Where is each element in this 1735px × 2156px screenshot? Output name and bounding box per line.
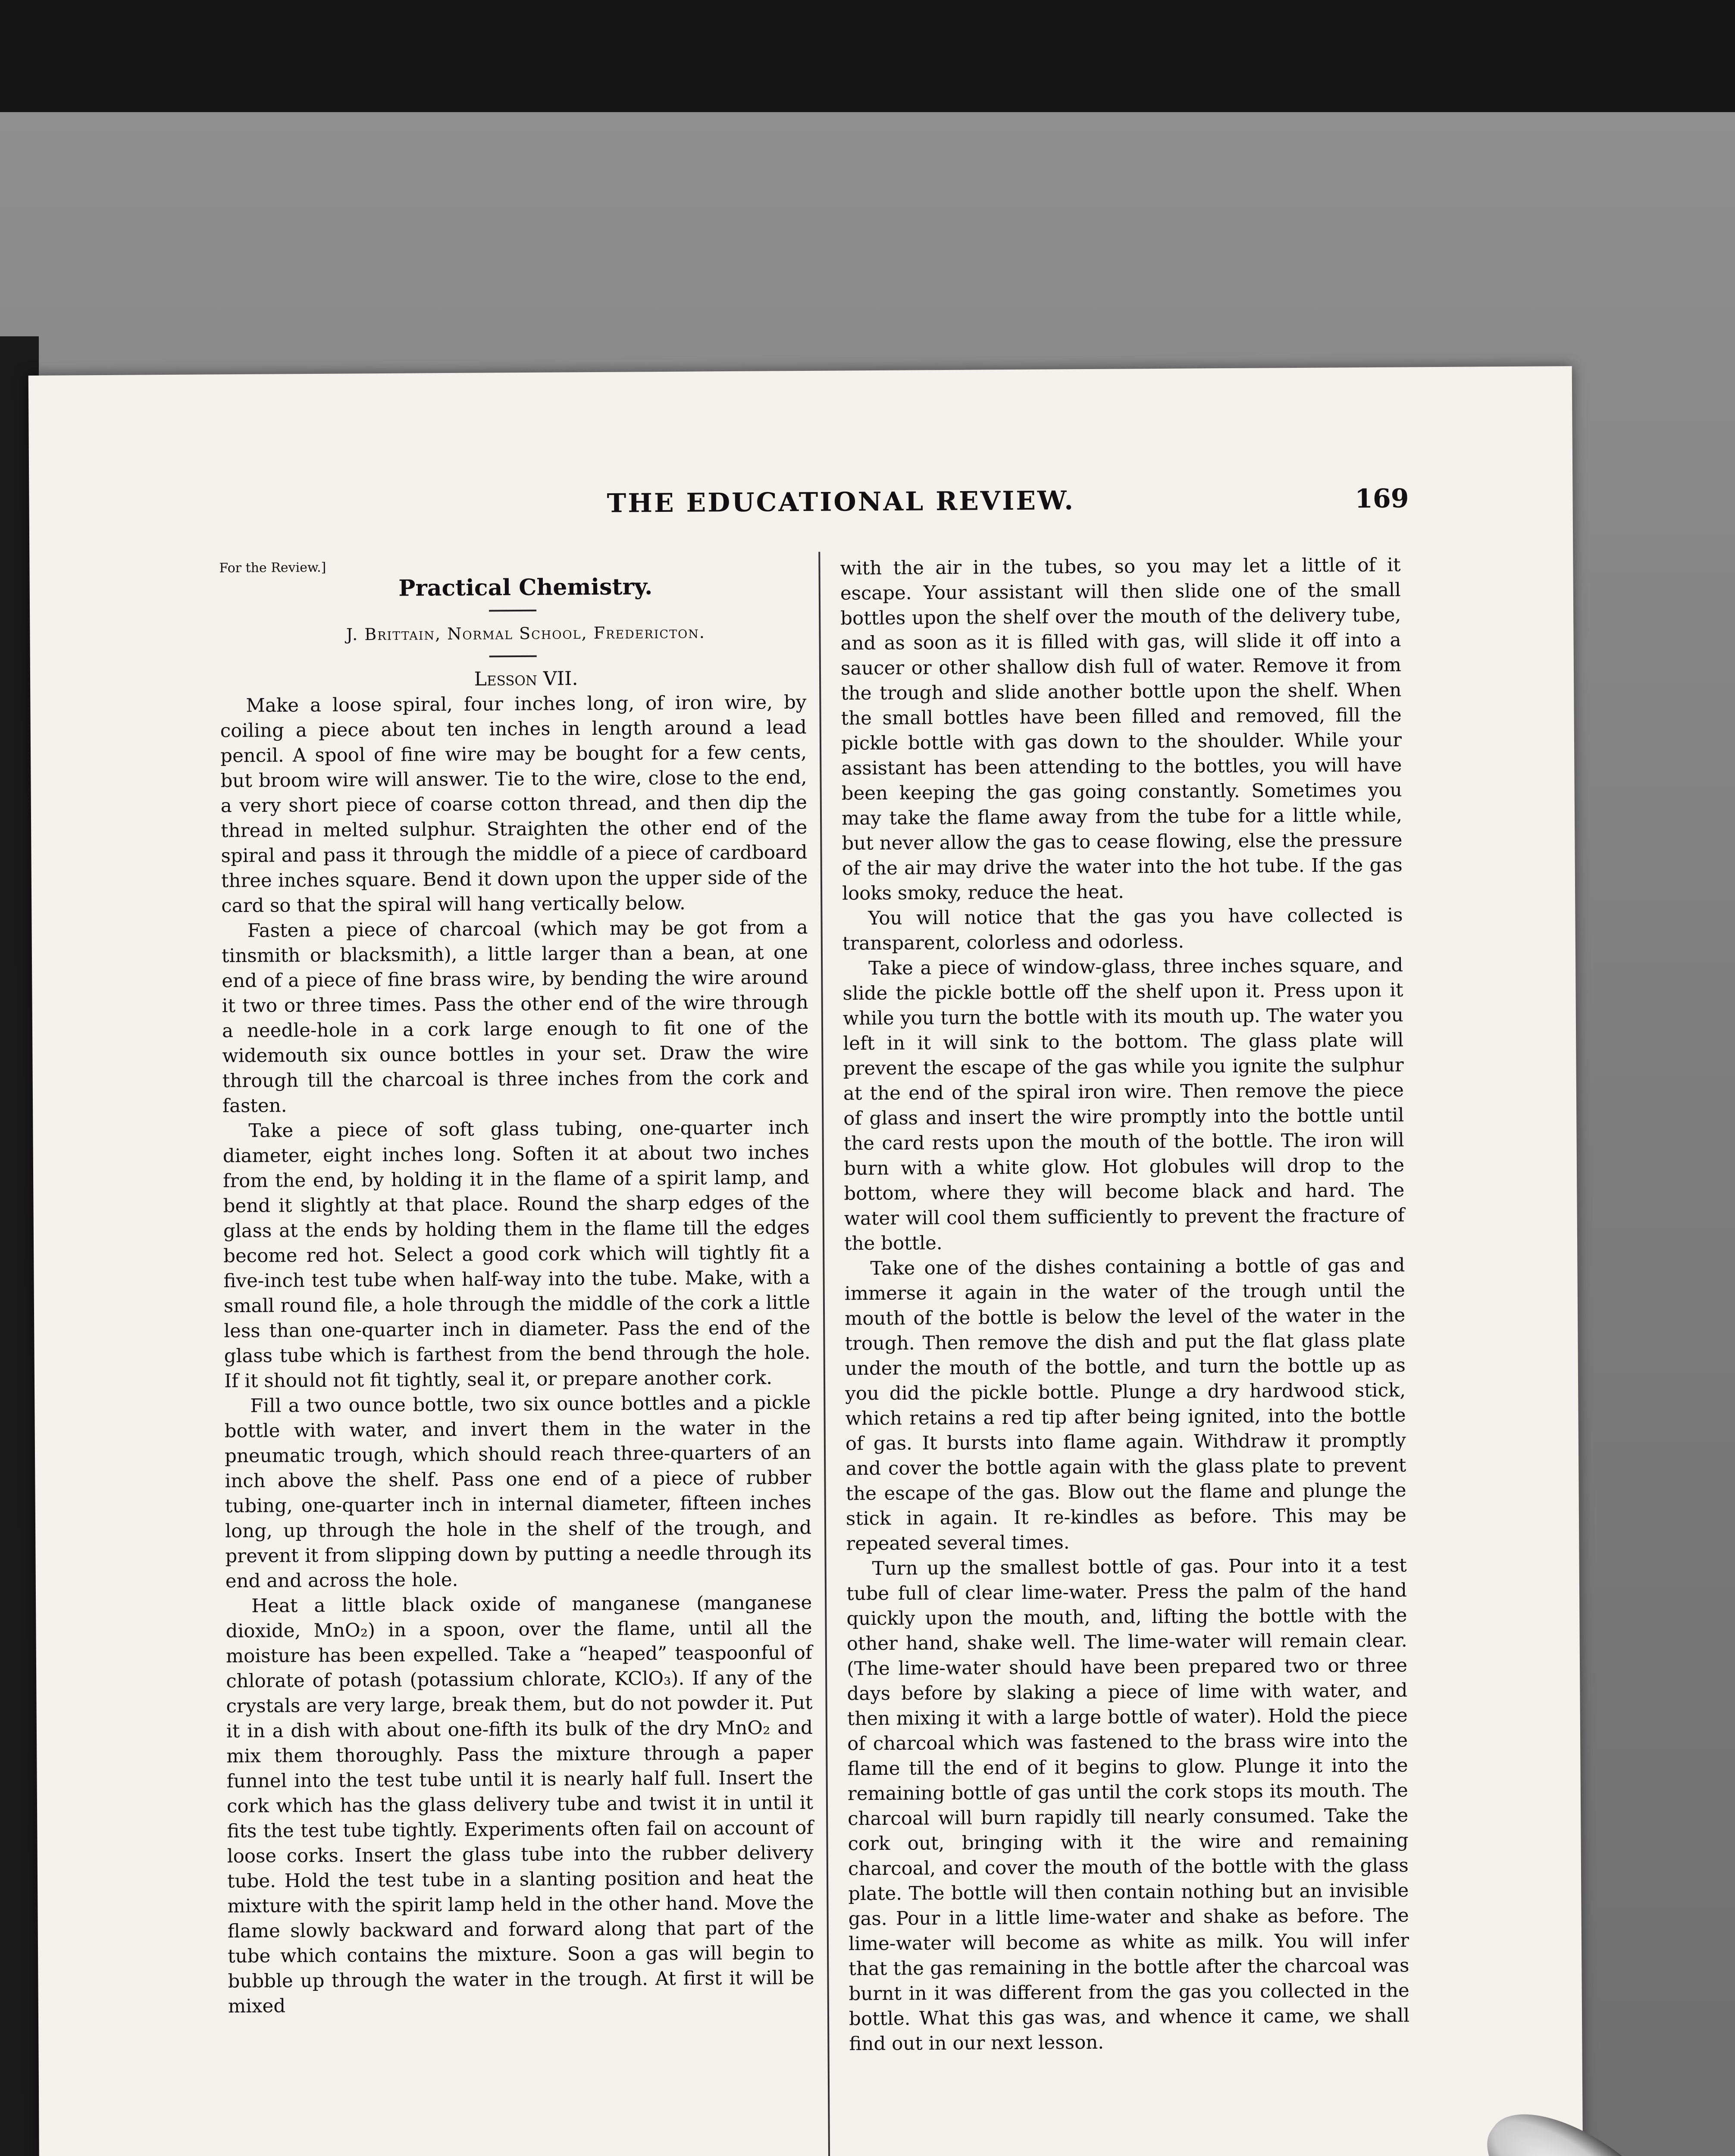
article-byline: J. Brittain, Normal School, Fredericton.: [346, 623, 706, 644]
right-column: [840, 553, 1409, 2057]
paragraph: Fasten a piece of charcoal (which may be got from a tinsmith or blacksmith), a little larger than a bean, at one end of a piece of fine brass wire, by bending the wire around it two or three times. Pass the other end of the wire through a needle-hole in a cork large enough to fit one of the widemouth six ounce bottles in your set. Draw the wire through till the charcoal is three inches from the cork and fasten.: [221, 916, 809, 1117]
lesson-heading: Lesson VII.: [474, 667, 578, 690]
article-title: Practical Chemistry.: [398, 573, 653, 602]
paragraph: Take one of the dishes containing a bottle of gas and immerse it again in the water of the trough until the mouth of the bottle is below the level of the water in the trough. Then remove the dish and put the flat glass plate under the mouth of the bottle, and turn the bottle up as you did the pickle bottle. Plunge a dry hardwood stick, which retains a red tip after being ignited, into the bottle of gas. It bursts into flame again. Withdraw it promptly and cover the bottle again with the glass plate to prevent the escape of the gas. Blow out the flame and plunge the stick in again. It re-kindles as before. This may be repeated several times.: [844, 1254, 1407, 1555]
paragraph: Fill a two ounce bottle, two six ounce bottles and a pickle bottle with water, and invert them in the water in the pneumatic trough, which should reach three-quarters of an inch above the shelf. Pass one end of a piece of rubber tubing, one-quarter inch in internal diameter, fifteen inches long, up through the hole in the shelf of the trough, and prevent it from slipping down by putting a needle through its end and across the hole.: [224, 1391, 812, 1592]
title-rule: [489, 610, 536, 612]
source-tag: For the Review.]: [219, 560, 326, 576]
paragraph: Take a piece of window-glass, three inches square, and slide the pickle bottle off the shelf upon it. Press upon it while you turn the bottle with its mouth up. The water you left in it will sink to the bottom. The glass plate will prevent the escape of the gas while you ignite the sulphur at the end of the spiral iron wire. Then remove the piece of glass and insert the wire promptly into the bottle until the card rests upon the mouth of the bottle. The iron will burn with a white glow. Hot globules will drop to the bottom, where they will become black and hard. The water will cool them sufficiently to prevent the fracture of the bottle.: [842, 954, 1405, 1255]
paragraph: Take a piece of soft glass tubing, one-quarter inch diameter, eight inches long. Soften it at about two inches from the end, by holding it in the flame of a spirit lamp, and bend it slightly at that place. Round the sharp edges of the glass at the ends by holding them in the flame till the edges become red hot. Select a good cork which will tightly fit a five-inch test tube when half-way into the tube. Make, with a small round file, a hole through the middle of the cork a little less than one-quarter inch in diameter. Pass the end of the glass tube which is farthest from the bend through the hole. If it should not fit tightly, seal it, or prepare another cork.: [222, 1116, 811, 1392]
scan-top-band: [0, 0, 1735, 121]
paragraph: Heat a little black oxide of manganese (manganese dioxide, MnO₂) in a spoon, over the flame, until all the moisture has been expelled. Take a “heaped” teaspoonful of chlorate of potash (potassium chlorate, KClO₃). If any of the crystals are very large, break them, but do not powder it. Put it in a dish with about one-fifth its bulk of the dry MnO₂ and mix them thoroughly. Pass the mixture through a paper funnel into the test tube until it is nearly half full. Insert the cork which has the glass delivery tube and twist it in until it fits the test tube tightly. Experiments often fail on account of loose corks. Insert the glass tube into the rubber delivery tube. Hold the test tube in a slanting position and heat the mixture with the spirit lamp held in the other hand. Move the flame slowly backward and forward along that part of the tube which contains the mixture. Soon a gas will begin to bubble up through the water in the trough. At first it will be mixed: [225, 1592, 814, 2018]
paragraph: Turn up the smallest bottle of gas. Pour into it a test tube full of clear lime-water. Press the palm of the hand quickly upon the mouth, and, lifting the bottle with the other hand, shake well. The lime-water will remain clear. (The lime-water should have been prepared two or three days before by slaking a piece of lime with water, and then mixing it with a large bottle of water). Hold the piece of charcoal which was fastened to the brass wire into the flame till the end of it begins to glow. Plunge it into the remaining bottle of gas until the cork stops its mouth. The charcoal will burn rapidly till nearly consumed. Take the cork out, bringing with it the wire and remaining charcoal, and cover the mouth of the bottle with the glass plate. The bottle will then contain nothing but an invisible gas. Pour in a little lime-water and shake as before. The lime-water will become as white as milk. You will infer that the gas remaining in the bottle after the charcoal was burnt in it was different from the gas you collected in the bottle. What this gas was, and whence it came, we shall find out in our next lesson.: [846, 1554, 1410, 2055]
left-column: [219, 556, 814, 2019]
paragraph: with the air in the tubes, so you may let a little of it escape. Your assistant will then slide one of the small bottles upon the shelf over the mouth of the delivery tube, and as soon as it is filled with gas, will slide it off into a saucer or other shallow dish full of water. Remove it from the trough and slide another bottle upon the shelf. When the small bottles have been filled and removed, fill the pickle bottle with gas down to the shoulder. While your assistant has been attending to the bottles, you will have been keeping the gas going constantly. Sometimes you may take the flame away from the tube for a little while, but never allow the gas to cease flowing, else the pressure of the air may drive the water into the hot tube. If the gas looks smoky, reduce the heat.: [840, 554, 1403, 905]
journal-title: THE EDUCATIONAL REVIEW.: [607, 486, 1075, 519]
document-page: [28, 366, 1585, 2156]
column-divider: [818, 552, 830, 2156]
page-number: 169: [1355, 483, 1409, 514]
byline-rule: [489, 655, 537, 658]
paragraph: You will notice that the gas you have collected is transparent, colorless and odorless.: [842, 904, 1403, 955]
page-header: [546, 483, 1409, 523]
paragraph: Make a loose spiral, four inches long, of iron wire, by coiling a piece about ten inches in length around a lead pencil. A spool of fine wire may be bought for a few cents, but broom wire will answer. Tie to the wire, close to the end, a very short piece of coarse cotton thread, and then dip the thread in melted sulphur. Straighten the other end of the spiral and pass it through the middle of a piece of cardboard three inches square. Bend it down upon the upper side of the card so that the spiral will hang vertically below.: [220, 691, 808, 917]
